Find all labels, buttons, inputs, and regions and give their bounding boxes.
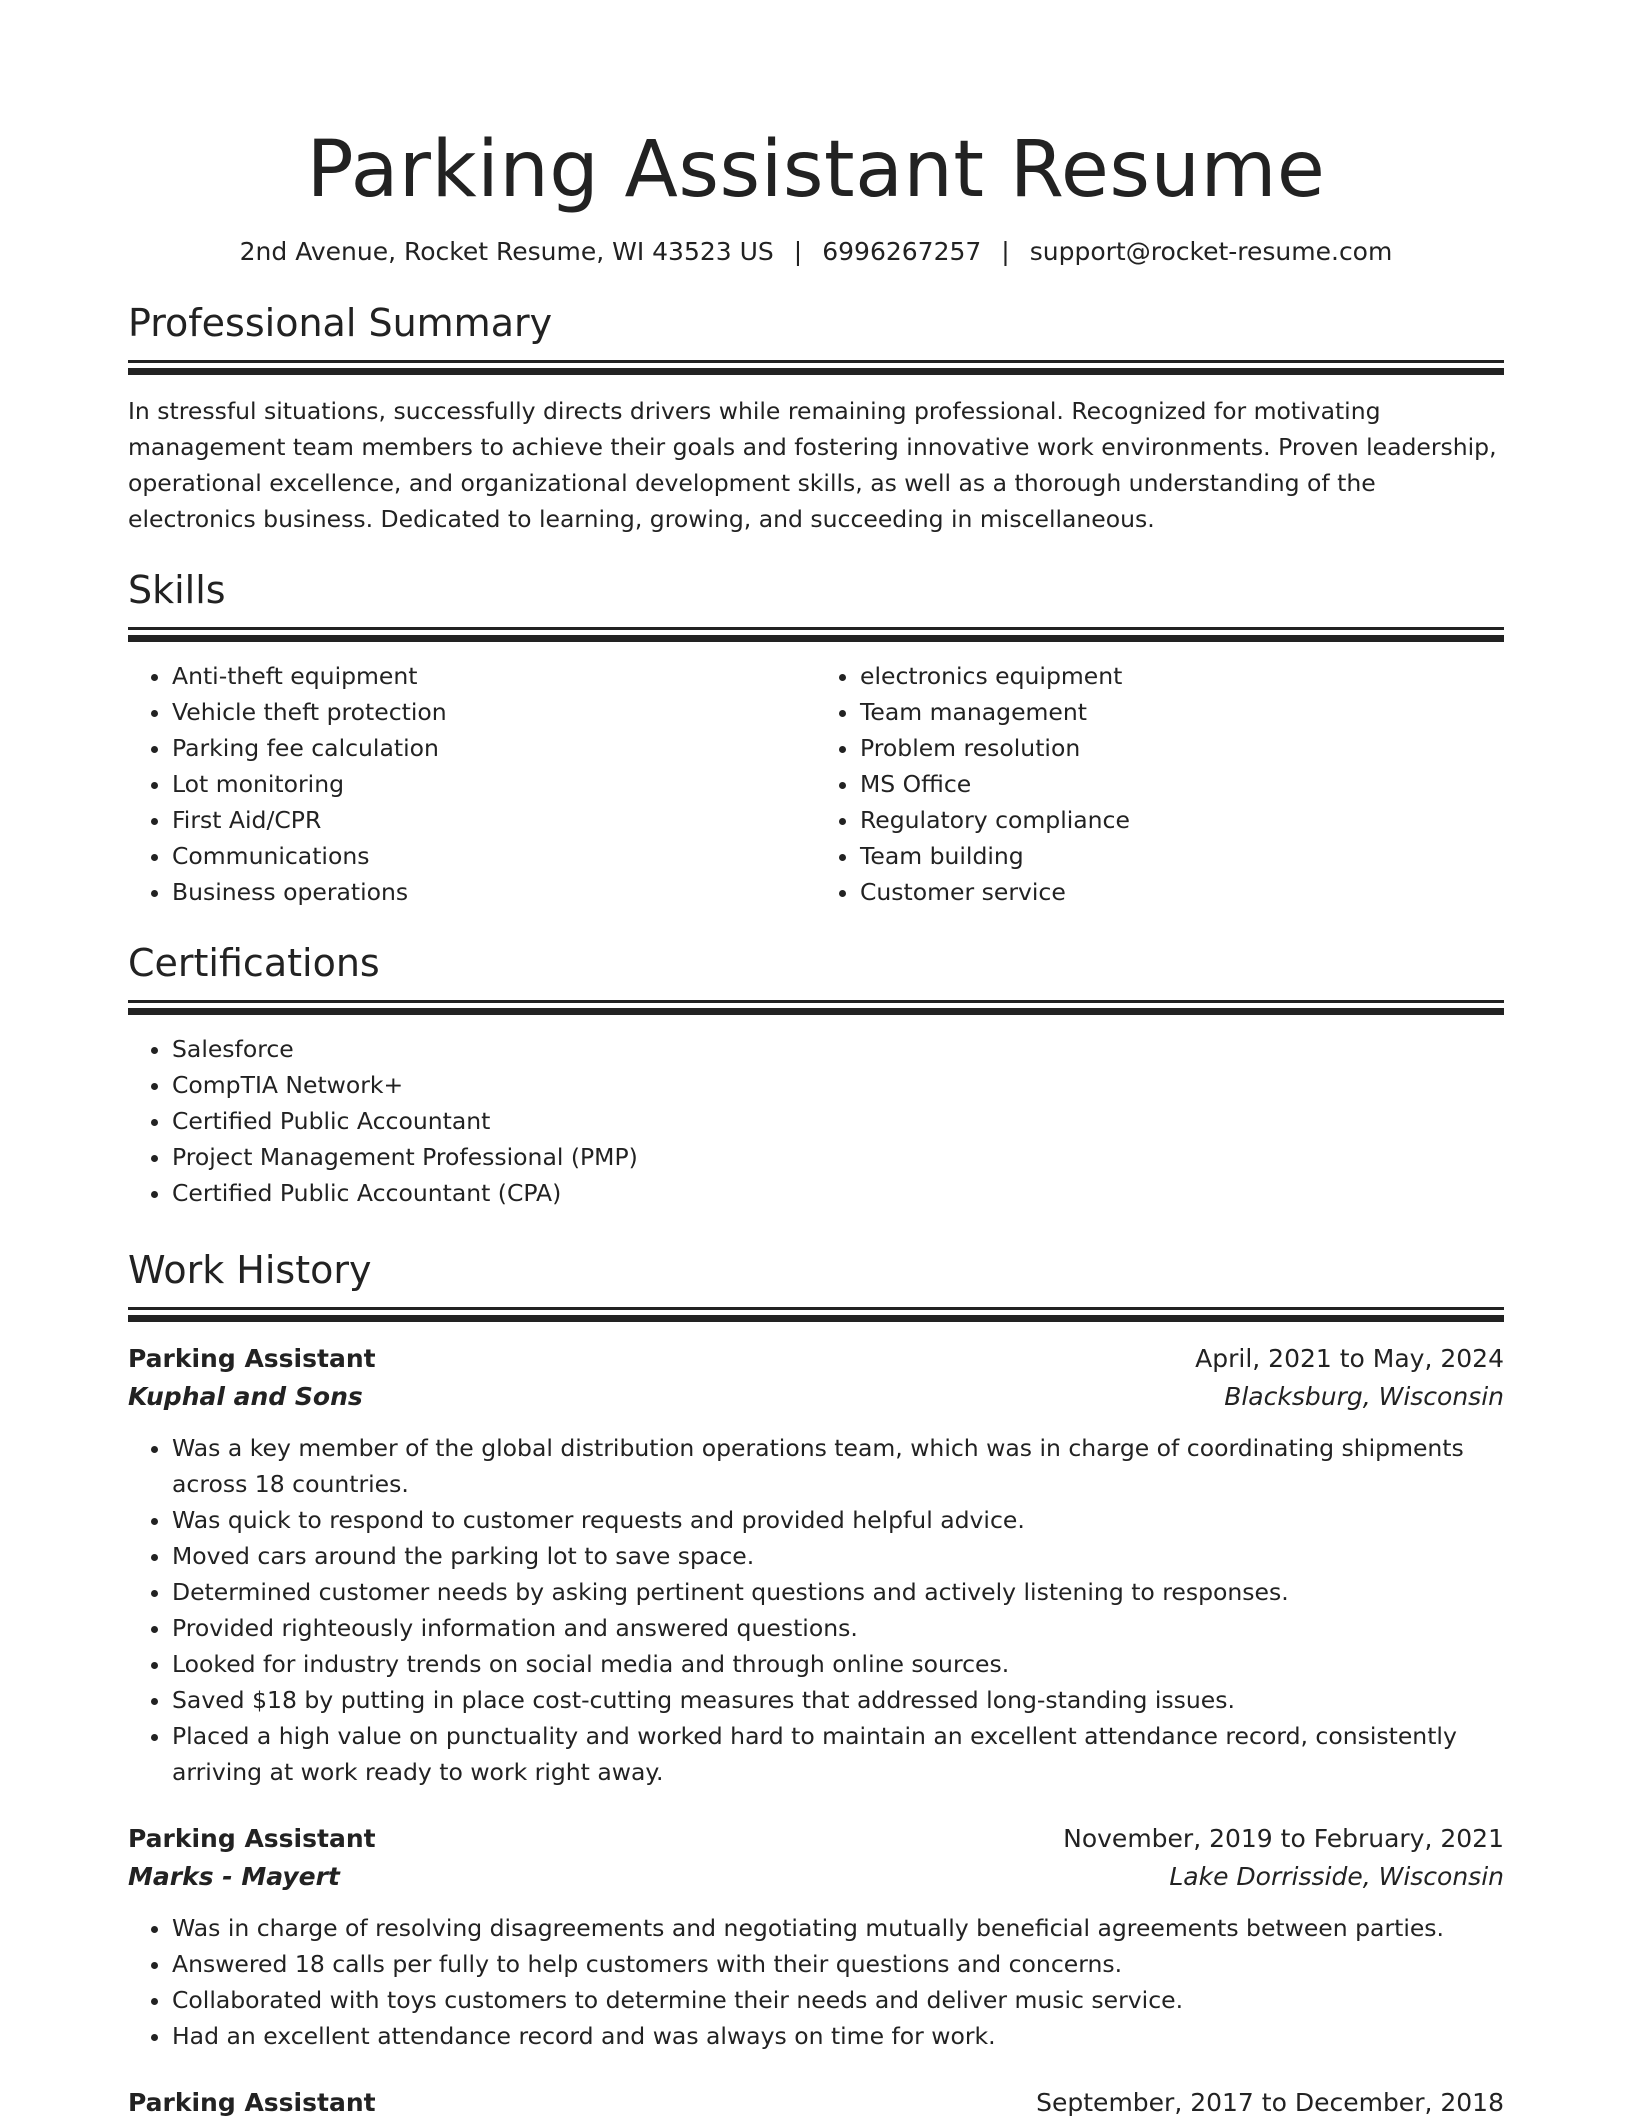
section-divider-thick xyxy=(128,635,1504,642)
section-divider xyxy=(128,627,1504,630)
skills-section xyxy=(128,565,1504,910)
skill-item: • Team building xyxy=(860,838,1504,874)
job-bullet: • Answered 18 calls per fully to help customers with their questions and concerns. xyxy=(172,1946,1504,1982)
contact-separator: | xyxy=(793,237,803,266)
certifications-list xyxy=(128,1031,1504,1211)
job-title: Parking Assistant xyxy=(128,2088,376,2117)
job-company: Marks - Mayert xyxy=(128,1862,340,1891)
skills-list-right xyxy=(816,658,1504,910)
summary-text: In stressful situations, successfully directs drivers while remaining professional. Recognized for motivating management team members to achieve their goals and fostering innovative work environments. Proven leadership, operational excellence, and organizational development skills, as well as a thorough understanding of the electronics business. Dedicated to learning, growing, and succeeding in miscellaneous. xyxy=(128,397,1497,533)
skill-item: • Anti-theft equipment xyxy=(172,658,816,694)
section-divider xyxy=(128,1000,1504,1003)
section-divider xyxy=(128,1307,1504,1310)
certification-item: • CompTIA Network+ xyxy=(172,1067,1504,1103)
job-subheader xyxy=(128,1858,1504,1896)
job-bullet: • Had an excellent attendance record and was always on time for work. xyxy=(172,2018,1504,2054)
job-header xyxy=(128,1340,1504,1378)
section-title-work-history: Work History xyxy=(128,1248,372,1292)
contact-separator: | xyxy=(1001,237,1010,266)
certification-item: • Salesforce xyxy=(172,1031,1504,1067)
job-bullet: • Looked for industry trends on social media and through online sources. xyxy=(172,1646,1504,1682)
skill-item: • electronics equipment xyxy=(860,658,1504,694)
job-bullet: • Provided righteously information and answered questions. xyxy=(172,1610,1504,1646)
skill-item: • Team management xyxy=(860,694,1504,730)
skills-list-left xyxy=(128,658,816,910)
job-location: Lake Dorrisside, Wisconsin xyxy=(1169,1862,1504,1891)
skill-item: • Problem resolution xyxy=(860,730,1504,766)
job-company: Kuphal and Sons xyxy=(128,1382,363,1411)
job-entry xyxy=(128,1820,1504,2054)
job-entry xyxy=(128,2084,1504,2122)
summary-section xyxy=(128,298,1504,537)
certification-item: • Certified Public Accountant xyxy=(172,1103,1504,1139)
skill-item: • MS Office xyxy=(860,766,1504,802)
skill-item: • First Aid/CPR xyxy=(172,802,816,838)
contact-phone: 6996267257 xyxy=(822,237,982,266)
skill-item: • Vehicle theft protection xyxy=(172,694,816,730)
section-title-summary: Professional Summary xyxy=(128,301,553,345)
section-divider-thick xyxy=(128,1008,1504,1015)
skill-item: • Business operations xyxy=(172,874,816,910)
section-divider xyxy=(128,360,1504,363)
skills-columns xyxy=(128,658,1504,910)
job-bullet: • Determined customer needs by asking pertinent questions and actively listening to responses. xyxy=(172,1574,1504,1610)
contact-line xyxy=(128,234,1504,270)
section-divider-thick xyxy=(128,368,1504,375)
skill-item: • Lot monitoring xyxy=(172,766,816,802)
job-title: Parking Assistant xyxy=(128,1344,376,1373)
skill-item: • Regulatory compliance xyxy=(860,802,1504,838)
certifications-section xyxy=(128,938,1504,1211)
skill-item: • Customer service xyxy=(860,874,1504,910)
job-header xyxy=(128,2084,1504,2122)
job-bullet: • Moved cars around the parking lot to save space. xyxy=(172,1538,1504,1574)
job-subheader xyxy=(128,1378,1504,1416)
job-title: Parking Assistant xyxy=(128,1824,376,1853)
job-entry xyxy=(128,1340,1504,1790)
certification-item: • Project Management Professional (PMP) xyxy=(172,1139,1504,1175)
resume-title: Parking Assistant Resume xyxy=(306,125,1326,215)
section-divider-thick xyxy=(128,1315,1504,1322)
job-location: Blacksburg, Wisconsin xyxy=(1224,1382,1504,1411)
skill-item: • Parking fee calculation xyxy=(172,730,816,766)
section-title-skills: Skills xyxy=(128,568,226,612)
job-bullet: • Was a key member of the global distribution operations team, which was in charge of coordinating shipments across 18 countries. xyxy=(172,1430,1504,1502)
certification-item: • Certified Public Accountant (CPA) xyxy=(172,1175,1504,1211)
section-title-certifications: Certifications xyxy=(128,941,380,985)
job-bullet: • Was in charge of resolving disagreements and negotiating mutually beneficial agreements between parties. xyxy=(172,1910,1504,1946)
resume-page xyxy=(128,0,1504,2122)
job-header xyxy=(128,1820,1504,1858)
job-bullet: • Collaborated with toys customers to determine their needs and deliver music service. xyxy=(172,1982,1504,2018)
contact-address: 2nd Avenue, Rocket Resume, WI 43523 US xyxy=(239,237,774,266)
job-dates: April, 2021 to May, 2024 xyxy=(1195,1344,1504,1373)
job-bullets xyxy=(128,1430,1504,1790)
job-bullet: • Placed a high value on punctuality and worked hard to maintain an excellent attendance record, consistently arriving at work ready to work right away. xyxy=(172,1718,1504,1790)
work-history-section xyxy=(128,1245,1504,2122)
job-dates: November, 2019 to February, 2021 xyxy=(1063,1824,1504,1853)
contact-email: support@rocket-resume.com xyxy=(1029,237,1393,266)
skill-item: • Communications xyxy=(172,838,816,874)
job-bullet: • Saved $18 by putting in place cost-cutting measures that addressed long-standing issues. xyxy=(172,1682,1504,1718)
job-dates: September, 2017 to December, 2018 xyxy=(1036,2088,1504,2117)
job-bullets xyxy=(128,1910,1504,2054)
job-bullet: • Was quick to respond to customer requests and provided helpful advice. xyxy=(172,1502,1504,1538)
